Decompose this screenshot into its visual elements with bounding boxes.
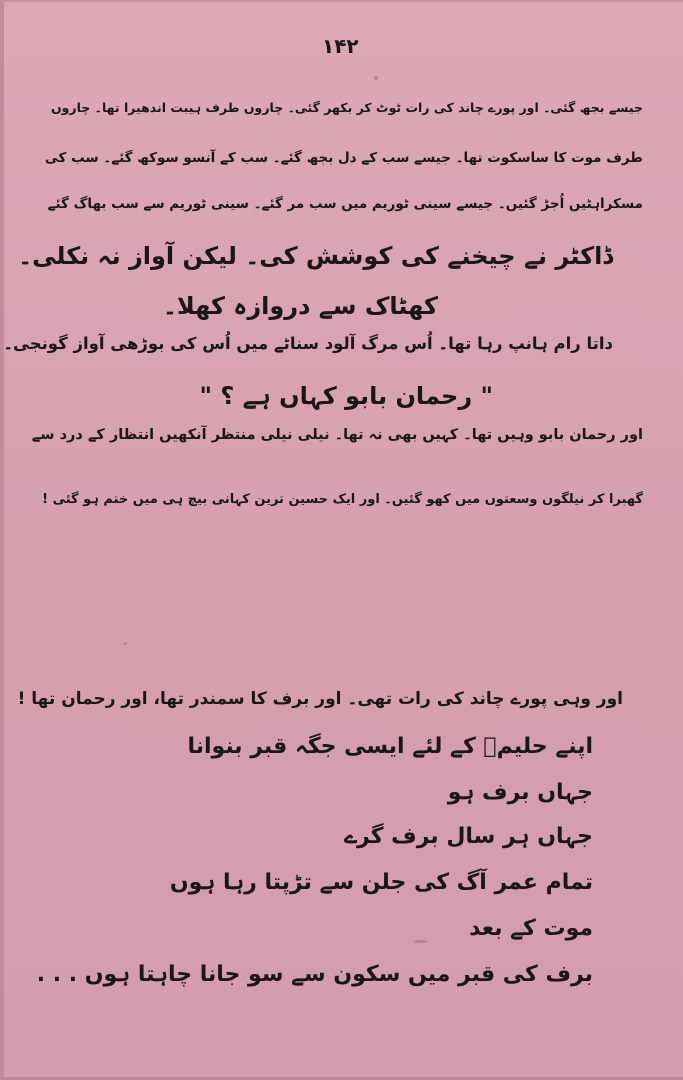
paragraph-line: جیسے بجھ گئی۔ اور پورے چاند کی رات ٹوٹ کر بکھر گئی۔ چاروں طرف ہیبت اندھیرا تھا۔ چاروں bbox=[50, 100, 643, 115]
paragraph-line: مسکراہٹیں اُجڑ گئیں۔ جیسے سینی ٹوریم میں سب مر گئے۔ سینی ٹوریم سے سب بھاگ گئے bbox=[47, 196, 643, 212]
verse-line: اپنے حلیمؔ کے لئے ایسی جگہ قبر بنوانا bbox=[187, 734, 593, 759]
paragraph-line: داتا رام ہانپ رہا تھا۔ اُس مرگ آلود سناٹے میں اُس کی بوڑھی آواز گونجی۔ bbox=[3, 334, 613, 353]
paragraph-line: ڈاکٹر نے چیخنے کی کوشش کی۔ لیکن آواز نہ نکلی۔ bbox=[18, 242, 613, 270]
paragraph-line: گھبرا کر نیلگوں وسعتوں میں کھو گئیں۔ اور ایک حسین ترین کہانی بیچ ہی میں ختم ہو گئی ! bbox=[42, 492, 643, 507]
dialogue-line: " رحمان بابو کہاں ہے ؟ " bbox=[199, 382, 493, 410]
paragraph-line: کھٹاک سے دروازہ کھلا۔ bbox=[162, 292, 438, 320]
paper-speck bbox=[124, 642, 127, 645]
verse-line: موت کے بعد bbox=[469, 916, 593, 941]
verse-line: تمام عمر آگ کی جلن سے تڑپتا رہا ہوں bbox=[169, 870, 593, 895]
verse-line: جہاں برف ہو bbox=[447, 780, 593, 805]
paper-speck bbox=[374, 76, 378, 80]
paragraph-line: طرف موت کا ساسکوت تھا۔ جیسے سب کے دل بجھ گئے۔ سب کے آنسو سوکھ گئے۔ سب کی bbox=[44, 150, 643, 166]
verse-line: اور وہی پورے چاند کی رات تھی۔ اور برف کا سمندر تھا، اور رحمان تھا ! bbox=[17, 689, 623, 709]
verse-line: جہاں ہر سال برف گرے bbox=[344, 824, 593, 849]
paragraph-line: اور رحمان بابو وہیں تھا۔ کہیں بھی نہ تھا۔ نیلی نیلی منتظر آنکھیں انتظار کے درد سے bbox=[31, 427, 643, 443]
verse-line: برف کی قبر میں سکون سے سو جانا چاہتا ہوں . . . bbox=[36, 962, 593, 987]
paper-speck bbox=[414, 940, 428, 943]
page-number: ۱۴۲ bbox=[322, 34, 359, 58]
